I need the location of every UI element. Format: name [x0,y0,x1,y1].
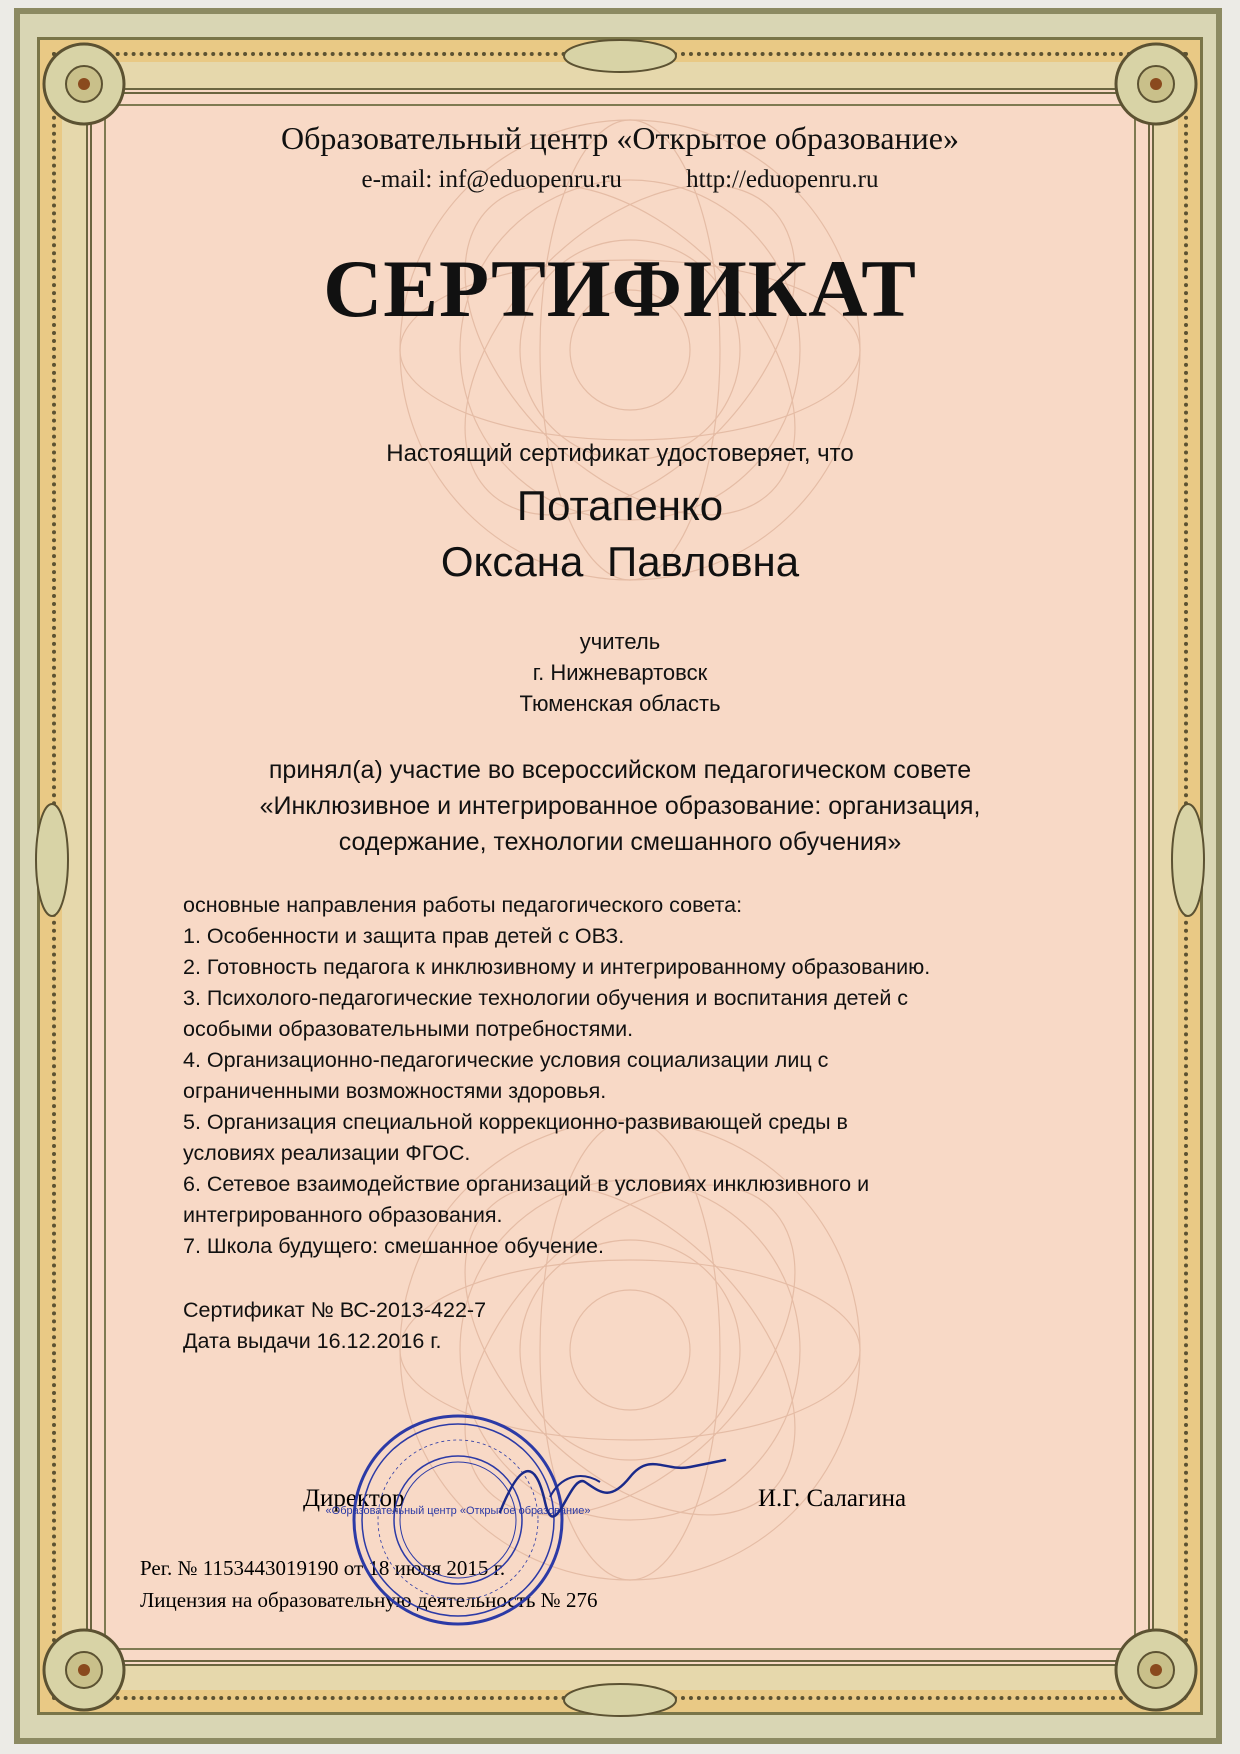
corner-ornament-top-right [1108,36,1204,132]
participation-line: «Инклюзивное и интегрированное образование: организация, [259,792,981,820]
website-text: http://eduopenru.ru [686,166,879,193]
direction-line: 3. Психолого-педагогические технологии обучения и воспитания детей с [183,986,909,1010]
corner-ornament-top-left [36,36,132,132]
license-number: Лицензия на образовательную деятельность № 276 [140,1588,598,1612]
direction-line: особыми образовательными потребностями. [183,1017,634,1041]
direction-line: 5. Организация специальной коррекционно-развивающей среды в [183,1110,848,1134]
direction-line: 7. Школа будущего: смешанное обучение. [183,1234,604,1258]
registration-number: Рег. № 1153443019190 от 18 июля 2015 г. [140,1556,506,1580]
right-center-ornament [1170,800,1214,920]
direction-line: условиях реализации ФГОС. [183,1141,471,1165]
direction-line: ограниченными возможностями здоровья. [183,1079,607,1103]
corner-ornament-bottom-right [1108,1622,1204,1718]
recipient-given-names [110,538,1130,586]
direction-line: 6. Сетевое взаимодействие организаций в условиях инклюзивного и [183,1172,870,1196]
recipient-patronymic: Павловна [607,538,800,585]
certifies-text: Настоящий сертификат удостоверяет, что [386,440,854,467]
recipient-city: г. Нижневартовск [532,660,708,685]
stamp-center-text: «Образовательный центр «Открытое образование» [325,1505,591,1517]
recipient-details [110,626,1130,719]
direction-line: 1. Особенности и защита прав детей с ОВЗ. [183,924,625,948]
certificate-info [183,1295,1083,1357]
top-center-ornament [560,30,680,74]
email-text: e-mail: inf@eduopenru.ru [361,166,622,193]
direction-line: интегрированного образования. [183,1203,503,1227]
organization-name: Образовательный центр «Открытое образование» [280,120,959,156]
council-directions [183,890,1083,1262]
bottom-center-ornament [560,1682,680,1726]
issue-date: Дата выдачи 16.12.2016 г. [183,1329,442,1353]
recipient-region: Тюменская область [519,691,721,716]
corner-ornament-bottom-left [36,1622,132,1718]
recipient-first-name: Оксана [440,538,584,585]
direction-line: 2. Готовность педагога к инклюзивному и интегрированному образованию. [183,955,931,979]
recipient-surname: Потапенко [516,482,724,529]
contacts-line [110,166,1130,194]
director-signature [490,1442,730,1532]
directions-heading: основные направления работы педагогического совета: [183,893,743,917]
left-center-ornament [26,800,70,920]
director-name: И.Г. Салагина [758,1485,907,1512]
direction-line: 4. Организационно-педагогические условия социализации лиц с [183,1048,829,1072]
recipient-position: учитель [579,629,661,654]
certificate-number: Сертификат № ВС-2013-422-7 [183,1298,487,1322]
director-label: Директор [303,1485,405,1512]
participation-line: принял(а) участие во всероссийском педагогическом совете [268,756,972,784]
participation-line: содержание, технологии смешанного обучения» [338,828,902,856]
certificate-title: СЕРТИФИКАТ [323,243,917,334]
participation-statement [110,752,1130,860]
